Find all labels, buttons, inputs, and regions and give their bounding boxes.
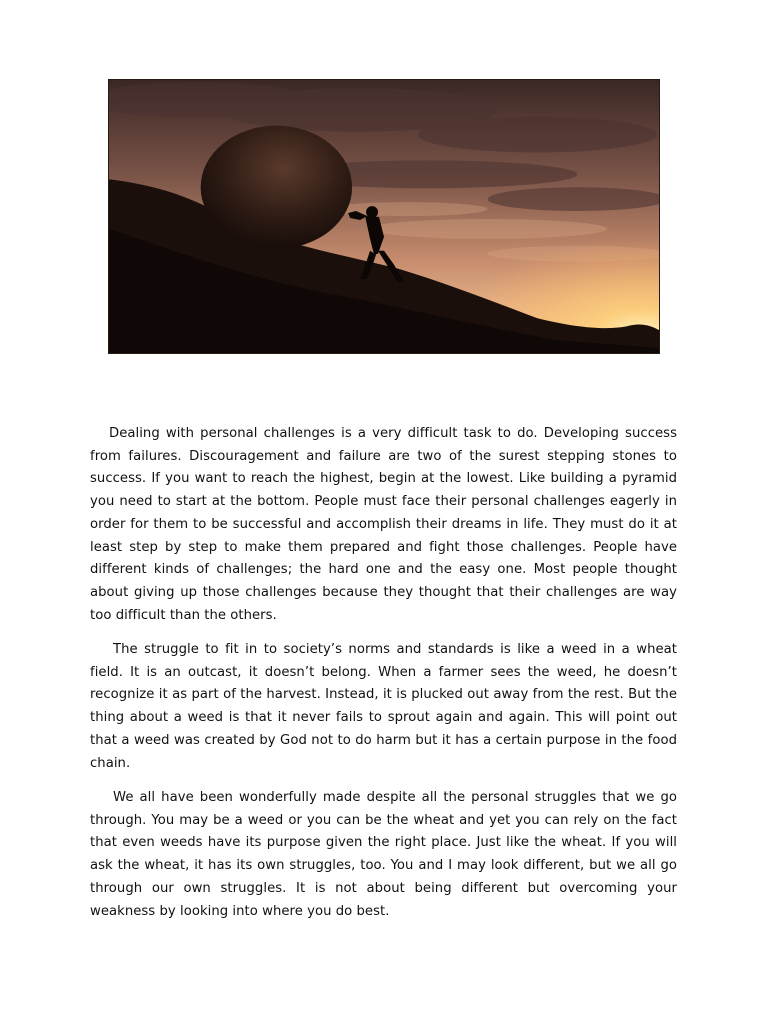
paragraph-3: We all have been wonderfully made despite all the personal struggles that we go through. You may be a weed or you can be the wheat and yet you can rely on the fact that even weeds have its purpose given the right place. Just like the wheat. If you will ask the wheat, it has its own struggles, too. You and I may look different, but we all go through our own struggles. It is not about being different but overcoming your weakness by looking into where you do best. — [90, 790, 677, 919]
paragraph-1: Dealing with personal challenges is a very difficult task to do. Developing success from failures. Discouragement and failure are two of the surest stepping stones to success. If you want to reach the highest, begin at the lowest. Like building a pyramid you need to start at the bottom. People must face their personal challenges eagerly in order for them to be successful and accomplish their dreams in life. They must do it at least step by step to make them prepared and fight those challenges. People have different kinds of challenges; the hard one and the easy one. Most people thought about giving up those challenges because they thought that their challenges are way too difficult than the others. — [90, 426, 677, 623]
paragraph-2: The struggle to fit in to society’s norms and standards is like a weed in a wheat field. It is an outcast, it doesn’t belong. When a farmer sees the weed, he doesn’t recognize it as part of the harvest. Instead, it is plucked out away from the rest. But the thing about a weed is that it never fails to sprout again and again. This will point out that a weed was created by God not to do harm but it has a certain purpose in the food chain. — [90, 642, 677, 771]
sisyphus-boulder-photo — [108, 79, 660, 354]
